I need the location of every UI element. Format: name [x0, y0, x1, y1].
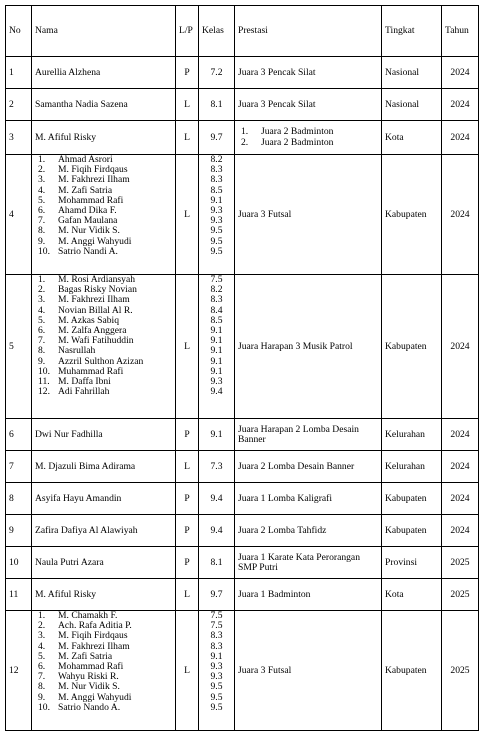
- cell-tahun: [442, 419, 479, 451]
- cell-tahun: [442, 515, 479, 547]
- cell-tingkat: [382, 483, 442, 515]
- cell-nama: [32, 547, 176, 579]
- class-list: [202, 275, 231, 397]
- level: Kabupaten: [385, 208, 427, 220]
- table-row: [6, 155, 479, 275]
- student-name: M. Afiful Risky: [35, 131, 97, 143]
- level: Kota: [385, 131, 404, 143]
- class-list: [202, 155, 231, 257]
- table-row: [6, 121, 479, 155]
- row-number: 10: [9, 556, 19, 568]
- class-item: 8.3: [210, 630, 223, 642]
- member-list: [35, 155, 172, 257]
- cell-tingkat: [382, 515, 442, 547]
- member-item: 4. M. Fakhrezi Ilham: [38, 640, 130, 652]
- member-name: Gafan Maulana: [58, 215, 118, 227]
- member-name: Nasrullah: [58, 345, 96, 357]
- member-name: M. Zafi Satria: [58, 184, 113, 196]
- cell-kelas: [199, 419, 235, 451]
- cell-no: [6, 275, 32, 419]
- class: 8.1: [210, 98, 223, 110]
- cell-tahun: [442, 57, 479, 89]
- cell-tahun: [442, 483, 479, 515]
- member-name: Bagas Risky Novian: [58, 284, 137, 296]
- header-kelas: Kelas: [199, 6, 235, 57]
- cell-prestasi: [235, 57, 382, 89]
- level: Nasional: [385, 66, 420, 78]
- class-item: 9.1: [210, 355, 223, 367]
- achievement-text: Juara 2 Badminton: [261, 136, 334, 148]
- cell-lp: [176, 579, 199, 611]
- cell-nama: [32, 611, 176, 731]
- cell-no: [6, 547, 32, 579]
- row-number: 8: [9, 492, 14, 504]
- gender: L: [184, 208, 190, 220]
- achievement: Juara 3 Futsal: [238, 208, 292, 220]
- cell-tahun: [442, 89, 479, 121]
- row-number: 9: [9, 524, 14, 536]
- level: Kabupaten: [385, 524, 427, 536]
- level: Kota: [385, 588, 404, 600]
- achievement-table: [5, 5, 479, 731]
- cell-kelas: [199, 611, 235, 731]
- cell-kelas: [199, 121, 235, 155]
- cell-kelas: [199, 275, 235, 419]
- cell-nama: [32, 121, 176, 155]
- cell-lp: [176, 121, 199, 155]
- student-name: M. Afiful Risky: [35, 588, 97, 600]
- level: Kelurahan: [385, 428, 425, 440]
- table-row: [6, 89, 479, 121]
- cell-prestasi: [235, 579, 382, 611]
- cell-prestasi: [235, 547, 382, 579]
- student-name: Zafira Dafiya Al Alawiyah: [35, 524, 138, 536]
- header-tingkat: Tingkat: [382, 6, 442, 57]
- class: 7.3: [210, 460, 223, 472]
- class-item: 9.5: [210, 691, 223, 703]
- row-number: 5: [9, 340, 14, 352]
- cell-no: [6, 57, 32, 89]
- gender: P: [184, 428, 190, 440]
- cell-nama: [32, 89, 176, 121]
- table-row: [6, 611, 479, 731]
- cell-nama: [32, 579, 176, 611]
- student-name: Naula Putri Azara: [35, 556, 104, 568]
- member-name: Satrio Nando A.: [58, 701, 121, 713]
- member-list: [35, 275, 172, 397]
- student-name: Aurellia Alzhena: [35, 66, 101, 78]
- gender: P: [184, 524, 190, 536]
- student-name: Dwi Nur Fadhilla: [35, 428, 103, 440]
- student-name: Asyifa Hayu Amandin: [35, 492, 122, 504]
- year: 2024: [450, 131, 470, 143]
- year: 2024: [450, 98, 470, 110]
- member-item: 7. M. Wafi Fatihuddin: [38, 335, 134, 347]
- achievement: Juara 3 Pencak Silat: [238, 66, 316, 78]
- cell-prestasi: [235, 611, 382, 731]
- cell-tingkat: [382, 275, 442, 419]
- member-item: 7. Wahyu Riski R.: [38, 671, 119, 683]
- class-item: 8.2: [210, 284, 223, 296]
- class-item: 7.5: [210, 610, 223, 621]
- member-item: 8. M. Nur Vidik S.: [38, 681, 120, 693]
- cell-nama: [32, 57, 176, 89]
- cell-no: [6, 611, 32, 731]
- member-name: M. Daffa Ibni: [58, 376, 111, 388]
- gender: L: [184, 131, 190, 143]
- cell-kelas: [199, 155, 235, 275]
- class: 9.4: [210, 524, 223, 536]
- gender: P: [184, 556, 190, 568]
- year: 2024: [450, 524, 470, 536]
- class: 8.1: [210, 556, 223, 568]
- table-row: [6, 515, 479, 547]
- achievement-text: Juara 2 Badminton: [261, 126, 334, 138]
- row-number: 6: [9, 428, 14, 440]
- cell-nama: [32, 155, 176, 275]
- cell-nama: [32, 451, 176, 483]
- cell-no: [6, 155, 32, 275]
- class-item: 9.1: [210, 335, 223, 347]
- member-item: 6. Ahamd Dika F.: [38, 205, 117, 217]
- member-name: Muhammad Rafi: [58, 365, 124, 377]
- cell-lp: [176, 451, 199, 483]
- achievement: Juara 2 Lomba Tahfidz: [238, 524, 327, 536]
- table-row: [6, 579, 479, 611]
- cell-lp: [176, 483, 199, 515]
- member-item: 8. M. Nur Vidik S.: [38, 225, 120, 237]
- gender: L: [184, 664, 190, 676]
- member-name: Ahmad Asrori: [58, 154, 113, 165]
- cell-tahun: [442, 547, 479, 579]
- cell-tingkat: [382, 611, 442, 731]
- member-name: M. Fiqih Firdqaus: [58, 164, 128, 176]
- header-lp: L/P: [176, 6, 199, 57]
- class-item: 7.5: [210, 274, 223, 285]
- class-item: 9.1: [210, 345, 223, 357]
- year: 2025: [450, 588, 470, 600]
- cell-no: [6, 579, 32, 611]
- cell-prestasi: [235, 275, 382, 419]
- member-item: 4. Novian Billal Al R.: [38, 304, 133, 316]
- year: 2024: [450, 340, 470, 352]
- table-row: [6, 483, 479, 515]
- member-name: M. Zafi Satria: [58, 650, 113, 662]
- cell-prestasi: [235, 121, 382, 155]
- cell-tahun: [442, 451, 479, 483]
- year: 2024: [450, 460, 470, 472]
- class-item: 8.5: [210, 184, 223, 196]
- cell-no: [6, 419, 32, 451]
- class-item: 9.4: [210, 386, 223, 398]
- class-item: 9.3: [210, 205, 223, 217]
- level: Provinsi: [385, 556, 417, 568]
- cell-kelas: [199, 483, 235, 515]
- class-item: 8.4: [210, 304, 223, 316]
- cell-no: [6, 451, 32, 483]
- member-item: 1. M. Rosi Ardiansyah: [38, 274, 136, 285]
- class-item: 8.2: [210, 154, 223, 165]
- cell-nama: [32, 483, 176, 515]
- cell-lp: [176, 419, 199, 451]
- class-item: 9.3: [210, 661, 223, 673]
- achievement: Juara 1 Badminton: [238, 588, 311, 600]
- class: 9.1: [210, 428, 223, 440]
- table-row: [6, 419, 479, 451]
- row-number: 2: [9, 98, 14, 110]
- cell-prestasi: [235, 483, 382, 515]
- cell-lp: [176, 89, 199, 121]
- class: 9.7: [210, 588, 223, 600]
- row-number: 11: [9, 588, 19, 600]
- member-name: M. Anggi Wahyudi: [58, 235, 132, 247]
- achievement-item: 1. Juara 2 Badminton: [241, 126, 334, 138]
- cell-no: [6, 483, 32, 515]
- class-item: 8.3: [210, 294, 223, 306]
- header-nama: Nama: [32, 6, 176, 57]
- gender: L: [184, 98, 190, 110]
- class-item: 9.5: [210, 235, 223, 247]
- row-number: 4: [9, 208, 14, 220]
- gender: L: [184, 460, 190, 472]
- year: 2024: [450, 208, 470, 220]
- member-name: M. Nur Vidik S.: [58, 681, 120, 693]
- cell-no: [6, 121, 32, 155]
- member-item: 9. M. Anggi Wahyudi: [38, 691, 132, 703]
- achievement: Juara 3 Futsal: [238, 664, 292, 676]
- member-item: 6. M. Zalfa Anggera: [38, 325, 127, 337]
- member-name: Adi Fahrillah: [58, 386, 110, 398]
- achievement-item: 2. Juara 2 Badminton: [241, 136, 334, 148]
- year: 2024: [450, 428, 470, 440]
- member-item: 11. M. Daffa Ibni: [38, 376, 111, 388]
- cell-no: [6, 89, 32, 121]
- cell-tingkat: [382, 547, 442, 579]
- member-name: Ahamd Dika F.: [58, 205, 117, 217]
- year: 2025: [450, 556, 470, 568]
- cell-tingkat: [382, 121, 442, 155]
- member-item: 2. M. Fiqih Firdqaus: [38, 164, 128, 176]
- member-name: Mohammad Rafi: [58, 194, 124, 206]
- member-item: 12. Adi Fahrillah: [38, 386, 110, 398]
- class-item: 7.5: [210, 620, 223, 632]
- level: Kelurahan: [385, 460, 425, 472]
- class: 9.7: [210, 131, 223, 143]
- cell-tahun: [442, 275, 479, 419]
- class-item: 9.1: [210, 325, 223, 337]
- member-item: 3. M. Fiqih Firdqaus: [38, 630, 128, 642]
- cell-kelas: [199, 515, 235, 547]
- member-item: 5. M. Zafi Satria: [38, 650, 113, 662]
- cell-lp: [176, 155, 199, 275]
- header-no: No: [6, 6, 32, 57]
- cell-prestasi: [235, 515, 382, 547]
- class-item: 9.5: [210, 701, 223, 713]
- level: Nasional: [385, 98, 420, 110]
- cell-tingkat: [382, 57, 442, 89]
- class-item: 9.1: [210, 194, 223, 206]
- member-name: M. Azkas Sabiq: [58, 314, 120, 326]
- member-name: M. Fakhrezi Ilham: [58, 174, 130, 186]
- member-name: M. Chamakh F.: [58, 610, 118, 621]
- student-name: Samantha Nadia Sazena: [35, 98, 128, 110]
- row-number: 7: [9, 460, 14, 472]
- member-item: 1. M. Chamakh F.: [38, 610, 118, 621]
- level: Kabupaten: [385, 340, 427, 352]
- year: 2024: [450, 66, 470, 78]
- member-item: 2. Bagas Risky Novian: [38, 284, 137, 296]
- member-item: 3. M. Fakhrezi Ilham: [38, 174, 130, 186]
- cell-lp: [176, 515, 199, 547]
- cell-lp: [176, 275, 199, 419]
- cell-prestasi: [235, 419, 382, 451]
- achievement: Juara Harapan 3 Musik Patrol: [238, 340, 353, 352]
- table-row: [6, 547, 479, 579]
- header-prestasi: Prestasi: [235, 6, 382, 57]
- member-item: 10. Satrio Nando A.: [38, 701, 121, 713]
- class-item: 8.3: [210, 640, 223, 652]
- class-item: 9.3: [210, 215, 223, 227]
- achievement: Juara 3 Pencak Silat: [238, 98, 316, 110]
- member-item: 2. Ach. Rafa Aditia P.: [38, 620, 132, 632]
- member-item: 4. M. Zafi Satria: [38, 184, 113, 196]
- member-item: 3. M. Fakhrezi Ilham: [38, 294, 130, 306]
- year: 2024: [450, 492, 470, 504]
- cell-kelas: [199, 89, 235, 121]
- cell-kelas: [199, 579, 235, 611]
- class-item: 9.1: [210, 365, 223, 377]
- cell-nama: [32, 515, 176, 547]
- cell-tingkat: [382, 451, 442, 483]
- cell-lp: [176, 547, 199, 579]
- cell-tahun: [442, 121, 479, 155]
- table-header-row: [6, 6, 479, 57]
- class: 9.4: [210, 492, 223, 504]
- class-list: [202, 611, 231, 713]
- header-tahun: Tahun: [442, 6, 479, 57]
- achievement: Juara 1 Karate Kata Perorangan SMP Putri: [238, 551, 360, 573]
- achievement: Juara 1 Lomba Kaligrafi: [238, 492, 333, 504]
- class: 7.2: [210, 66, 223, 78]
- member-name: M. Fakhrezi Ilham: [58, 640, 130, 652]
- member-name: M. Fakhrezi Ilham: [58, 294, 130, 306]
- cell-lp: [176, 57, 199, 89]
- cell-prestasi: [235, 155, 382, 275]
- table-row: [6, 57, 479, 89]
- class-item: 9.5: [210, 225, 223, 237]
- cell-tahun: [442, 155, 479, 275]
- cell-nama: [32, 419, 176, 451]
- gender: L: [184, 588, 190, 600]
- cell-kelas: [199, 451, 235, 483]
- member-name: Mohammad Rafi: [58, 661, 124, 673]
- member-item: 6. Mohammad Rafi: [38, 661, 124, 673]
- cell-prestasi: [235, 451, 382, 483]
- class-item: 8.5: [210, 314, 223, 326]
- cell-tingkat: [382, 419, 442, 451]
- member-item: 1. Ahmad Asrori: [38, 154, 113, 165]
- member-item: 9. Azzril Sulthon Azizan: [38, 355, 144, 367]
- member-name: Satrio Nandi A.: [58, 245, 118, 257]
- cell-tingkat: [382, 89, 442, 121]
- member-item: 10. Satrio Nandi A.: [38, 245, 118, 257]
- year: 2025: [450, 664, 470, 676]
- class-item: 9.5: [210, 681, 223, 693]
- class-item: 8.3: [210, 174, 223, 186]
- member-name: M. Nur Vidik S.: [58, 225, 120, 237]
- class-item: 9.3: [210, 376, 223, 388]
- cell-tingkat: [382, 155, 442, 275]
- member-name: Azzril Sulthon Azizan: [58, 355, 144, 367]
- cell-no: [6, 515, 32, 547]
- member-name: Ach. Rafa Aditia P.: [58, 620, 132, 632]
- member-name: M. Zalfa Anggera: [58, 325, 127, 337]
- row-number: 1: [9, 66, 14, 78]
- level: Kabupaten: [385, 492, 427, 504]
- member-item: 5. M. Azkas Sabiq: [38, 314, 120, 326]
- member-item: 10. Muhammad Rafi: [38, 365, 124, 377]
- member-name: Wahyu Riski R.: [58, 671, 119, 683]
- level: Kabupaten: [385, 664, 427, 676]
- member-item: 8. Nasrullah: [38, 345, 96, 357]
- cell-tingkat: [382, 579, 442, 611]
- member-item: 7. Gafan Maulana: [38, 215, 118, 227]
- cell-prestasi: [235, 89, 382, 121]
- cell-kelas: [199, 57, 235, 89]
- gender: P: [184, 492, 190, 504]
- gender: L: [184, 340, 190, 352]
- member-name: M. Rosi Ardiansyah: [58, 274, 136, 285]
- student-name: M. Djazuli Bima Adirama: [35, 460, 136, 472]
- class-item: 8.3: [210, 164, 223, 176]
- row-number: 12: [9, 664, 19, 676]
- row-number: 3: [9, 131, 14, 143]
- class-item: 9.5: [210, 245, 223, 257]
- member-name: M. Wafi Fatihuddin: [58, 335, 134, 347]
- cell-tahun: [442, 611, 479, 731]
- cell-lp: [176, 611, 199, 731]
- table-row: [6, 275, 479, 419]
- member-name: M. Anggi Wahyudi: [58, 691, 132, 703]
- achievement: Juara Harapan 2 Lomba Desain Banner: [238, 423, 359, 445]
- cell-kelas: [199, 547, 235, 579]
- member-item: 5. Mohammad Rafi: [38, 194, 124, 206]
- class-item: 9.3: [210, 671, 223, 683]
- member-list: [35, 611, 172, 713]
- cell-tahun: [442, 579, 479, 611]
- member-item: 9. M. Anggi Wahyudi: [38, 235, 132, 247]
- member-name: M. Fiqih Firdqaus: [58, 630, 128, 642]
- cell-nama: [32, 275, 176, 419]
- member-name: Novian Billal Al R.: [58, 304, 133, 316]
- gender: P: [184, 66, 190, 78]
- table-row: [6, 451, 479, 483]
- achievement: Juara 2 Lomba Desain Banner: [238, 460, 355, 472]
- class-item: 9.1: [210, 650, 223, 662]
- achievement-list: [238, 127, 378, 147]
